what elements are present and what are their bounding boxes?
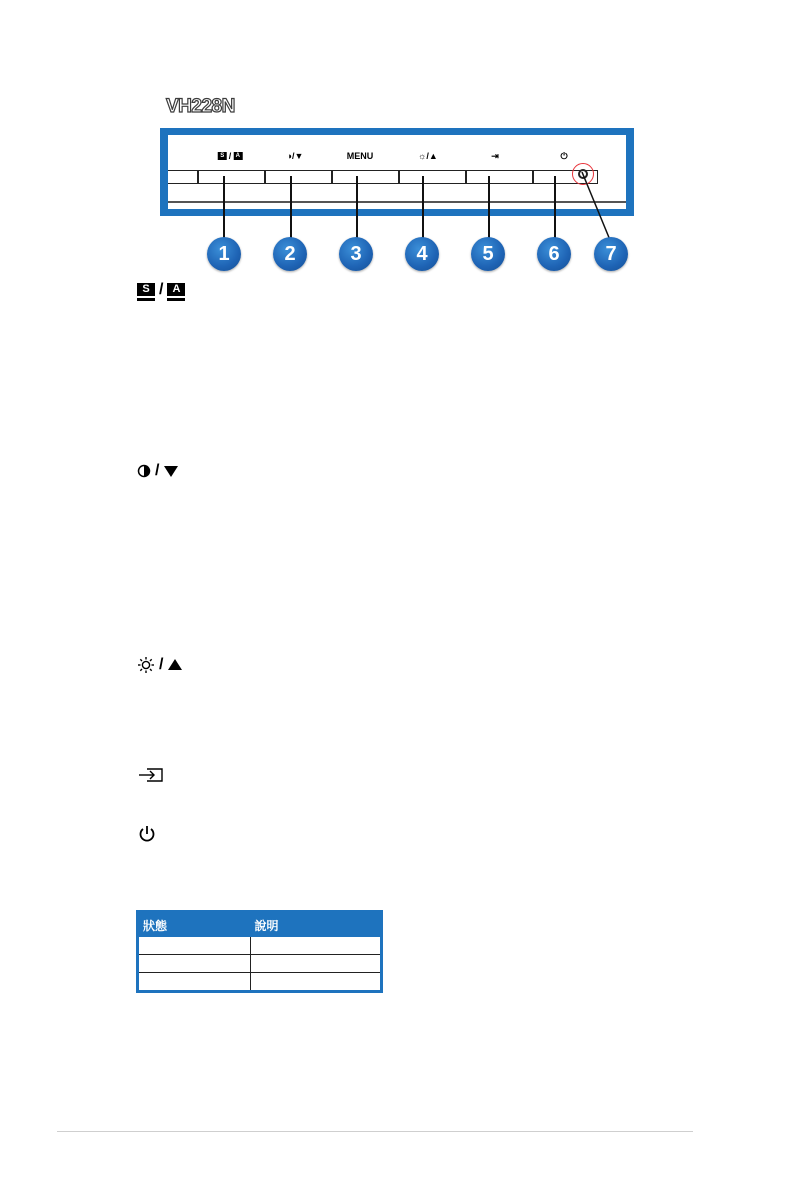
power-indicator-table bbox=[136, 910, 383, 993]
splendid-auto-button[interactable] bbox=[198, 170, 265, 184]
input-button[interactable] bbox=[466, 170, 533, 184]
menu-button[interactable] bbox=[332, 170, 399, 184]
callout-badge-1: 1 bbox=[207, 237, 241, 271]
table-row bbox=[138, 955, 382, 973]
power-icon bbox=[137, 824, 157, 844]
power-heading bbox=[137, 824, 157, 844]
brightness-up-key-label: ☼/▲ bbox=[418, 151, 438, 161]
callout-badge-5: 5 bbox=[471, 237, 505, 271]
callout-line-1 bbox=[223, 176, 225, 238]
auto-adjust-icon: A bbox=[167, 283, 185, 298]
table-row bbox=[138, 937, 382, 955]
callout-line-5 bbox=[488, 176, 490, 238]
input-select-heading bbox=[137, 765, 167, 785]
menu-key-label: MENU bbox=[346, 151, 374, 161]
table-header-status: 狀態 bbox=[138, 912, 251, 938]
monitor-bezel bbox=[160, 128, 634, 216]
model-label: VH228N bbox=[166, 96, 235, 117]
callout-line-4 bbox=[422, 176, 424, 238]
contrast-down-heading: / bbox=[137, 461, 179, 481]
brightness-up-heading: / bbox=[137, 655, 183, 675]
callout-line-3 bbox=[356, 176, 358, 238]
splendid-auto-key-label: S / A bbox=[218, 149, 243, 163]
brightness-up-button[interactable] bbox=[399, 170, 466, 184]
callout-line-7 bbox=[580, 170, 620, 242]
contrast-down-button[interactable] bbox=[265, 170, 332, 184]
contrast-icon bbox=[137, 464, 151, 478]
input-key-label: ⇥ bbox=[491, 150, 499, 161]
bezel-edge bbox=[168, 201, 626, 203]
power-key-label: ⏻ bbox=[560, 150, 568, 161]
down-arrow-icon bbox=[163, 464, 179, 478]
contrast-down-key-label: ◑/▼ bbox=[286, 151, 304, 161]
callout-line-6 bbox=[554, 176, 556, 238]
up-arrow-icon bbox=[167, 658, 183, 672]
callout-badge-4: 4 bbox=[405, 237, 439, 271]
callout-badge-7: 7 bbox=[594, 237, 628, 271]
splendid-icon: S bbox=[137, 283, 155, 298]
splendid-auto-heading: S / A bbox=[137, 280, 185, 300]
table-row bbox=[138, 973, 382, 992]
input-select-icon bbox=[137, 766, 167, 784]
callout-line-2 bbox=[290, 176, 292, 238]
bezel-inner bbox=[168, 135, 626, 209]
panel-edge-button bbox=[168, 170, 198, 184]
callout-badge-2: 2 bbox=[273, 237, 307, 271]
footer-divider bbox=[57, 1131, 693, 1132]
callout-badge-3: 3 bbox=[339, 237, 373, 271]
brightness-icon bbox=[137, 656, 155, 674]
table-header-description: 說明 bbox=[251, 912, 382, 938]
callout-badge-6: 6 bbox=[537, 237, 571, 271]
